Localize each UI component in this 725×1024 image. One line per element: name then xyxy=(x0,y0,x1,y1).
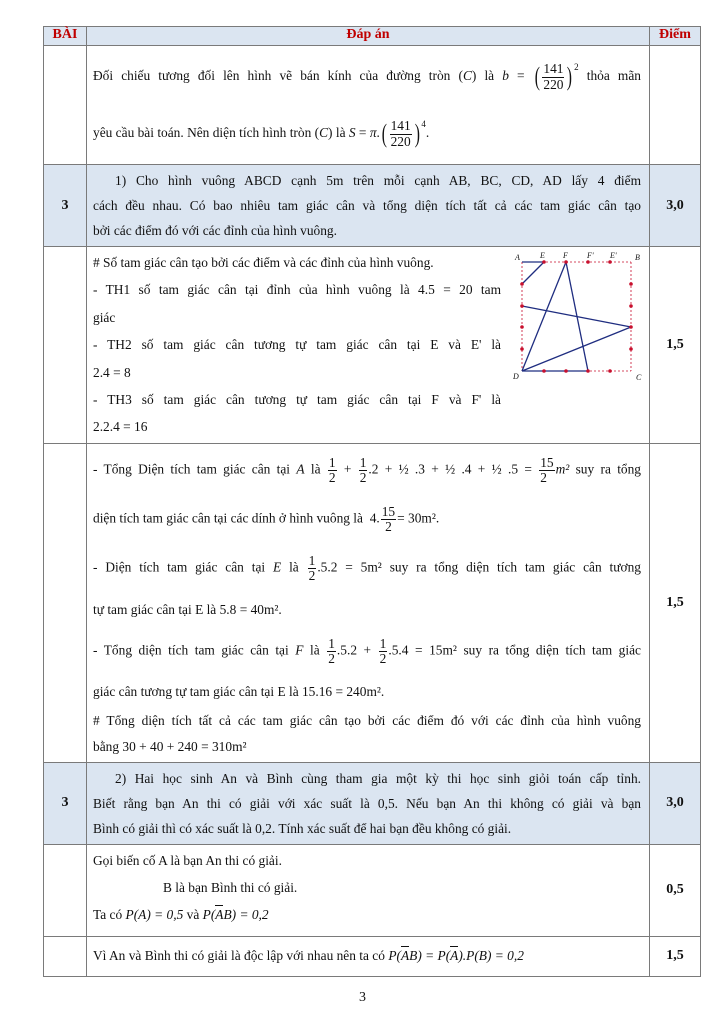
figure-label-E2: E' xyxy=(610,251,617,260)
figure-point xyxy=(520,325,524,329)
figure-label-A: A xyxy=(515,253,520,262)
figure-point xyxy=(564,260,568,264)
table-row-solution-1b xyxy=(44,443,701,762)
header-dap-an: Đáp án xyxy=(87,27,650,46)
fraction-141-220: $\frac{141}{220}$ xyxy=(543,61,564,92)
square-figure xyxy=(513,251,645,387)
answer-cell: - Tổng Diện tích tam giác cân tại A là $\frac{1}{2}$ + $\frac{1}{2}$ .2 + ½ .3 + ½ .4 + ½ .5 = $\frac{15}{2}$ m² suy ra tổng diện tích tam giác cân tại các dính ở hình vuông là 4. $\frac{15}{2}$ = 30m². - Diện tích tam giác cân tại E là $\frac{1}{2}$ .5.2 = 5m² suy ra tổng diện tích tam giác cân tương tự tam giác cân tại E là 5.8 = 40m². - Tổng diện tích tam giác cân tại F là $\frac{1}{2}$ .5.2 + $\frac{1}{2}$ .5.4 = 15m² suy ra tổng diện tích tam giác giác cân tương tự tam giác cân tại E là 15.16 = 240m². # Tổng diện tích tất cả các tam giác cân tạo bởi các điểm đó với các đỉnh của hình vuông bằng 30 + 40 + 240 = 310m² xyxy=(87,443,650,762)
figure-point xyxy=(520,347,524,351)
segment-E-corner xyxy=(522,262,544,284)
figure-point xyxy=(629,282,633,286)
figure-label-D: D xyxy=(513,372,519,381)
segment-F-D xyxy=(522,262,566,371)
figure-point xyxy=(629,325,633,329)
text: Đối chiếu tương đối lên hình vẽ bán kính của đường tròn xyxy=(93,68,451,84)
figure-label-C: C xyxy=(636,373,642,382)
table-header-row xyxy=(44,27,701,46)
figure-point xyxy=(629,304,633,308)
answer-cell: Gọi biến cố A là bạn An thi có giải. B là bạn Bình thi có giải. Ta có P(A) = 0,5 và P(AB) = 0,2 xyxy=(87,844,650,936)
table-row-continuation xyxy=(44,46,701,165)
figure-point xyxy=(586,369,590,373)
table-row-solution-1a xyxy=(44,247,701,444)
points: 1,5 xyxy=(650,443,701,762)
figure-point xyxy=(520,282,524,286)
points: 3,0 xyxy=(650,165,701,247)
figure-point xyxy=(608,369,612,373)
table-row-solution-2b xyxy=(44,936,701,976)
answer-cell: # Số tam giác cân tạo bởi các điểm và các đỉnh của hình vuông. - TH1 số tam giác cân tại đỉnh của hình vuông là 4.5 = 20 tam giác - TH2 số tam giác cân tương tự tam giác cân tại E và E' là 2.4 = 8 - TH3 số tam giác cân tương tự tam giác cân tại F và F' là 2.2.4 = 16 A E F F' E' B D C xyxy=(87,247,650,444)
bai-number: 3 xyxy=(44,762,87,844)
header-diem: Điểm xyxy=(650,27,701,46)
segment-right-bottom xyxy=(522,327,631,371)
figure-label-E: E xyxy=(540,251,545,260)
figure-point xyxy=(520,304,524,308)
points: 0,5 xyxy=(650,844,701,936)
segment-left-right xyxy=(522,306,631,327)
figure-label-F2: F' xyxy=(587,251,594,260)
points: 1,5 xyxy=(650,936,701,976)
answer-table xyxy=(43,26,701,977)
page-number: 3 xyxy=(359,990,366,1005)
figure-point xyxy=(542,260,546,264)
table-row-solution-2a xyxy=(44,844,701,936)
table-row-problem-2 xyxy=(44,762,701,844)
problem-text: 1) Cho hình vuông ABCD cạnh 5m trên mỗi cạnh AB, BC, CD, AD lấy 4 điểm cách đều nhau. Có bao nhiêu tam giác cân và tổng diện tích tất cả các tam giác cân tạo bởi các điểm đó với các đỉnh của hình vuông. xyxy=(87,165,650,247)
figure-label-F: F xyxy=(563,251,568,260)
answer-cell: Đối chiếu tương đối lên hình vẽ bán kính của đường tròn (C) là b = ( $\frac{141}{220}$ ) $^2$ thỏa mãn yêu cầu bài toán. Nên diện tích hình tròn (C) là S = π.( $\frac{141}{220}$ ) $^4$. xyxy=(87,46,650,165)
figure-label-B: B xyxy=(635,253,640,262)
points: 1,5 xyxy=(650,247,701,444)
figure-point xyxy=(608,260,612,264)
points: 3,0 xyxy=(650,762,701,844)
figure-point xyxy=(542,369,546,373)
bai-number: 3 xyxy=(44,165,87,247)
answer-cell: Vì An và Bình thi có giải là độc lập với nhau nên ta có P(AB) = P(A).P(B) = 0,2 xyxy=(87,936,650,976)
problem-text: 2) Hai học sinh An và Bình cùng tham gia một kỳ thi học sinh giỏi toán cấp tỉnh. Biết rằng bạn An thi có giải với xác suất là 0,5. Nếu bạn An thi không có giải và bạn Bình có giải thì có xác suất là 0,2. Tính xác suất để hai bạn đều không có giải. xyxy=(87,762,650,844)
figure-point xyxy=(586,260,590,264)
figure-point xyxy=(564,369,568,373)
table-row-problem-1 xyxy=(44,165,701,247)
header-bai: BÀI xyxy=(44,27,87,46)
figure-point xyxy=(629,347,633,351)
